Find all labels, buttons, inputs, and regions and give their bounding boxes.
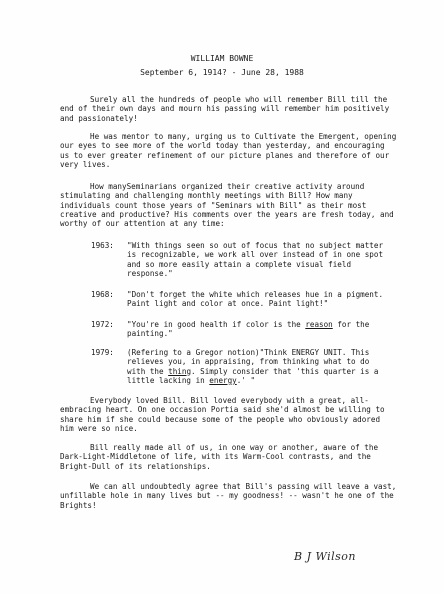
loved-paragraph — [60, 396, 398, 433]
quote-year: 1979: — [91, 348, 114, 357]
paragraph-text: Surely all the hundreds of people who will remember Bill till the end of their own days and mourn his passing will remember him positively and passionately! — [60, 95, 390, 123]
underlined-word: energy — [209, 375, 237, 385]
quote-text — [127, 348, 391, 385]
quote-text-part: .' " — [236, 375, 256, 385]
underlined-word: reason — [305, 320, 333, 329]
closing-paragraph — [60, 482, 398, 510]
paragraph-text: We can all undoubtedly agree that Bill's passing will leave a vast, unfillable hole in many lives but -- my goodness! -- wasn't he one of the Brights! — [60, 482, 397, 510]
paragraph-text: How manySeminarians organized their creative activity around stimulating and challenging monthly meetings with Bill? How many individuals count those years of "Seminars with Bill" as their most creative and productive? His comments over the years are fresh today, and worthy of our attention at any time: — [60, 182, 394, 229]
quote-1972 — [91, 320, 391, 339]
seminar-paragraph — [60, 182, 398, 228]
quote-1968 — [91, 290, 391, 309]
intro-paragraph — [60, 95, 398, 123]
quote-text — [127, 320, 391, 339]
life-dates: September 6, 1914? - June 28, 1988 — [140, 68, 304, 77]
page-title: WILLIAM BOWNE — [190, 54, 254, 63]
underlined-word: thing — [168, 366, 192, 376]
quote-text: "Don't forget the white which releases hue in a pigment. Paint light and color at once. Paint light!" — [127, 290, 384, 309]
quote-text-part: (Refering to a Gregor notion)"Think ENERGY UNIT. This relieves you, in appraising, from thinking what to do with the — [127, 348, 370, 376]
quote-text-part: for the painting." — [127, 320, 370, 339]
mentor-paragraph — [60, 132, 398, 169]
paragraph-text: Bill really made all of us, in one way or another, aware of the Dark-Light-Middletone of life, with its Warm-Cool contrasts, and the Bright-Dull of its relationships. — [60, 443, 379, 471]
paragraph-text: Everybody loved Bill. Bill loved everybody with a great, all-embracing heart. On one occasion Portia said she'd almost be willing to share him if she could because some of the people who obviously adored him were so nice. — [60, 396, 385, 433]
quote-year: 1972: — [91, 320, 114, 329]
quote-year: 1968: — [91, 290, 114, 299]
quote-1963 — [91, 241, 391, 278]
contrast-paragraph — [60, 443, 398, 471]
quote-text-part: "You're in good health if color is the — [127, 320, 306, 329]
quote-text-part: . Simply consider that 'this quarter is a little lacking in — [127, 366, 379, 385]
handwritten-signature: B J Wilson — [294, 550, 356, 563]
quote-year: 1963: — [91, 241, 114, 250]
quote-1979 — [91, 348, 391, 385]
quote-text: "With things seen so out of focus that no subject matter is recognizable, we work all over instead of in one spot and so more easily attain a complete visual field response." — [127, 241, 384, 278]
paragraph-text: He was mentor to many, urging us to Cultivate the Emergent, opening our eyes to see more of the world today than yesterday, and encouraging us to ever greater refinement of our picture planes and therefore of our very lives. — [60, 132, 397, 169]
